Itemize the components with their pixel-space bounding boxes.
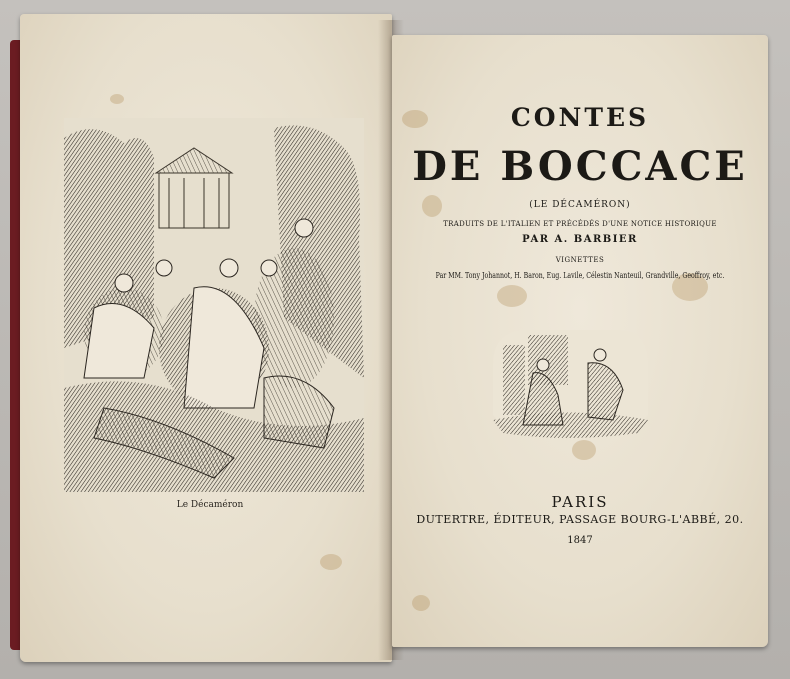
- engraving-caption: Le Décaméron: [176, 500, 244, 510]
- foxing-spot: [110, 94, 124, 104]
- translator: PAR A. BARBIER: [522, 234, 638, 245]
- translation-note: TRADUITS DE L'ITALIEN ET PRÉCÉDÉS D'UNE NOTICE HISTORIQUE: [443, 220, 717, 228]
- title-line-contes: CONTES: [510, 103, 650, 132]
- frontispiece-engraving: [64, 118, 364, 492]
- vignettes-label: VIGNETTES: [555, 256, 605, 264]
- subtitle: (LE DÉCAMÉRON): [529, 200, 631, 210]
- foxing-spot: [320, 554, 342, 570]
- title-vignette: [488, 325, 654, 441]
- title-line-boccace: DE BOCCACE: [412, 143, 748, 190]
- foxing-spot: [497, 285, 527, 307]
- city: PARIS: [551, 493, 609, 511]
- year: 1847: [567, 535, 593, 546]
- foxing-spot: [572, 440, 596, 460]
- publisher: DUTERTRE, ÉDITEUR, PASSAGE BOURG-L'ABBÉ, 20.: [416, 513, 744, 526]
- artists-line: Par MM. Tony Johannot, H. Baron, Eug. Lavile, Célestin Nanteuil, Grandville, Geoffroy, etc.: [435, 271, 725, 280]
- foxing-spot: [412, 595, 430, 611]
